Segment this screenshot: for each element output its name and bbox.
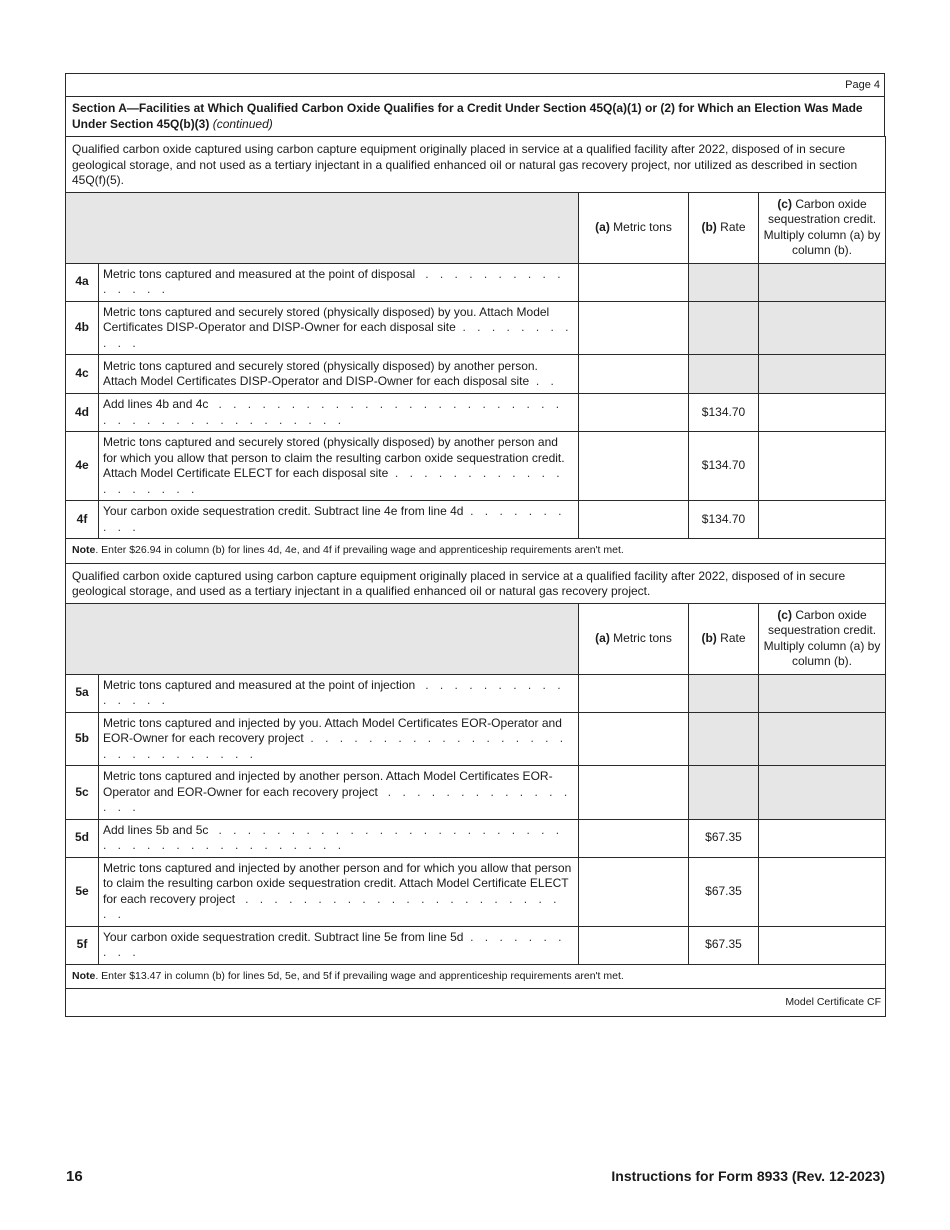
part2-col-b-header: (b) Rate: [689, 603, 759, 674]
line-5c-row: [66, 766, 886, 820]
part2-header-row: [66, 603, 886, 674]
part2-note: Note. Enter $13.47 in column (b) for lines 5d, 5e, and 5f if prevailing wage and apprenticeship requirements aren't met.: [66, 964, 886, 989]
line-5d-row: [66, 819, 886, 857]
model-certificate-label: Model Certificate CF: [66, 989, 886, 1017]
line-description: Metric tons captured and injected by another person. Attach Model Certificates EOR-Operator and EOR-Owner for each recovery project . . . . . . . . . . . . . . . .: [99, 766, 579, 820]
line-4d-row: [66, 394, 886, 432]
line-5f-metric-tons[interactable]: [579, 926, 689, 964]
line-number: 4e: [66, 432, 99, 501]
line-number: 5b: [66, 712, 99, 766]
form-page: [65, 73, 885, 1017]
section-continued: (continued): [212, 116, 273, 131]
line-5a-rate: [689, 674, 759, 712]
part2-intro-row: [66, 563, 886, 603]
line-5a-metric-tons[interactable]: [579, 674, 689, 712]
line-number: 4f: [66, 501, 99, 539]
line-5f-credit[interactable]: [759, 926, 886, 964]
page-label: Page 4: [65, 73, 885, 96]
line-5b-metric-tons[interactable]: [579, 712, 689, 766]
line-number: 5c: [66, 766, 99, 820]
part2-col-c-header: (c) Carbon oxide sequestration credit. Multiply column (a) by column (b).: [759, 603, 886, 674]
part1-header-blank: [66, 192, 579, 263]
line-4e-row: [66, 432, 886, 501]
line-number: 5e: [66, 857, 99, 926]
line-description: Your carbon oxide sequestration credit. Subtract line 4e from line 4d . . . . . . . . . .: [99, 501, 579, 539]
line-description: Metric tons captured and injected by another person and for which you allow that person to claim the resulting carbon oxide sequestration credit. Attach Model Certificate ELECT for each recovery project . . . . . . . . . . . . . . . . . . . . . . . .: [99, 857, 579, 926]
part2-note-row: [66, 964, 886, 989]
part1-col-b-header: (b) Rate: [689, 192, 759, 263]
line-5e-rate: $67.35: [689, 857, 759, 926]
line-4c-credit: [759, 355, 886, 394]
credit-table: [65, 136, 886, 1017]
line-5e-credit[interactable]: [759, 857, 886, 926]
line-5a-row: [66, 674, 886, 712]
line-description: Your carbon oxide sequestration credit. Subtract line 5e from line 5d . . . . . . . . . .: [99, 926, 579, 964]
line-description: Metric tons captured and measured at the point of injection . . . . . . . . . . . . . . .: [99, 674, 579, 712]
line-5d-credit[interactable]: [759, 819, 886, 857]
part1-col-a-header: (a) Metric tons: [579, 192, 689, 263]
line-4e-credit[interactable]: [759, 432, 886, 501]
line-4f-row: [66, 501, 886, 539]
line-description: Metric tons captured and securely stored (physically disposed) by another person and for which you allow that person to claim the resulting carbon oxide sequestration credit. Attach Model Certificate ELECT for each disposal site . . . . . . . . . . . . . . . . . . .: [99, 432, 579, 501]
line-5e-row: [66, 857, 886, 926]
line-description: Metric tons captured and securely stored (physically disposed) by another person. Attach Model Certificates DISP-Operator and DISP-Owner for each disposal site . .: [99, 355, 579, 394]
line-5a-credit: [759, 674, 886, 712]
section-title: [65, 96, 885, 136]
line-5f-rate: $67.35: [689, 926, 759, 964]
part1-note-row: [66, 539, 886, 564]
line-5b-credit: [759, 712, 886, 766]
line-4c-metric-tons[interactable]: [579, 355, 689, 394]
part2-header-blank: [66, 603, 579, 674]
line-number: 5f: [66, 926, 99, 964]
line-4d-credit[interactable]: [759, 394, 886, 432]
line-5f-row: [66, 926, 886, 964]
line-description: Metric tons captured and injected by you. Attach Model Certificates EOR-Operator and EOR-Owner for each recovery project . . . . . . . . . . . . . . . . . . . . . . . . . . . . .: [99, 712, 579, 766]
line-number: 4d: [66, 394, 99, 432]
line-4b-metric-tons[interactable]: [579, 301, 689, 355]
line-description: Add lines 4b and 4c . . . . . . . . . . . . . . . . . . . . . . . . . . . . . . . . . . . . . . . . .: [99, 394, 579, 432]
line-4d-rate: $134.70: [689, 394, 759, 432]
line-4f-metric-tons[interactable]: [579, 501, 689, 539]
part2-col-a-header: (a) Metric tons: [579, 603, 689, 674]
line-number: 4b: [66, 301, 99, 355]
line-4f-credit[interactable]: [759, 501, 886, 539]
line-4e-metric-tons[interactable]: [579, 432, 689, 501]
line-number: 4c: [66, 355, 99, 394]
line-4b-credit: [759, 301, 886, 355]
line-4c-row: [66, 355, 886, 394]
line-5c-metric-tons[interactable]: [579, 766, 689, 820]
line-4b-rate: [689, 301, 759, 355]
section-title-text: Section A—Facilities at Which Qualified Carbon Oxide Qualifies for a Credit Under Section 45Q(a)(1) or (2) for Which an Election Was Made Under Section 45Q(b)(3): [72, 101, 863, 131]
part1-note: Note. Enter $26.94 in column (b) for lines 4d, 4e, and 4f if prevailing wage and apprenticeship requirements aren't met.: [66, 539, 886, 564]
line-4a-row: [66, 263, 886, 301]
model-certificate-row: [66, 989, 886, 1017]
line-description: Metric tons captured and securely stored (physically disposed) by you. Attach Model Certificates DISP-Operator and DISP-Owner for each disposal site . . . . . . . . . . .: [99, 301, 579, 355]
line-4f-rate: $134.70: [689, 501, 759, 539]
line-4a-metric-tons[interactable]: [579, 263, 689, 301]
line-number: 4a: [66, 263, 99, 301]
line-4c-rate: [689, 355, 759, 394]
line-description: Metric tons captured and measured at the point of disposal . . . . . . . . . . . . . . .: [99, 263, 579, 301]
line-5d-metric-tons[interactable]: [579, 819, 689, 857]
line-5b-row: [66, 712, 886, 766]
line-4e-rate: $134.70: [689, 432, 759, 501]
line-4d-metric-tons[interactable]: [579, 394, 689, 432]
line-description: Add lines 5b and 5c . . . . . . . . . . . . . . . . . . . . . . . . . . . . . . . . . . . . . . . . .: [99, 819, 579, 857]
part1-col-c-header: (c) Carbon oxide sequestration credit. Multiply column (a) by column (b).: [759, 192, 886, 263]
part1-intro-row: [66, 137, 886, 193]
part1-header-row: [66, 192, 886, 263]
line-4a-credit: [759, 263, 886, 301]
page-number: 16: [66, 1168, 83, 1185]
line-5d-rate: $67.35: [689, 819, 759, 857]
line-number: 5a: [66, 674, 99, 712]
part1-intro: Qualified carbon oxide captured using carbon capture equipment originally placed in service at a qualified facility after 2022, disposed of in secure geological storage, and not used as a tertiary injectant in a qualified enhanced oil or natural gas recovery project, nor utilized as described in section 45Q(f)(5).: [66, 137, 886, 193]
line-5e-metric-tons[interactable]: [579, 857, 689, 926]
line-4a-rate: [689, 263, 759, 301]
line-5b-rate: [689, 712, 759, 766]
line-4b-row: [66, 301, 886, 355]
part2-intro: Qualified carbon oxide captured using carbon capture equipment originally placed in service at a qualified facility after 2022, disposed of in secure geological storage, and used as a tertiary injectant in a qualified enhanced oil or natural gas recovery project.: [66, 563, 886, 603]
form-title-footer: Instructions for Form 8933 (Rev. 12-2023): [611, 1168, 885, 1184]
line-number: 5d: [66, 819, 99, 857]
line-5c-credit: [759, 766, 886, 820]
line-5c-rate: [689, 766, 759, 820]
